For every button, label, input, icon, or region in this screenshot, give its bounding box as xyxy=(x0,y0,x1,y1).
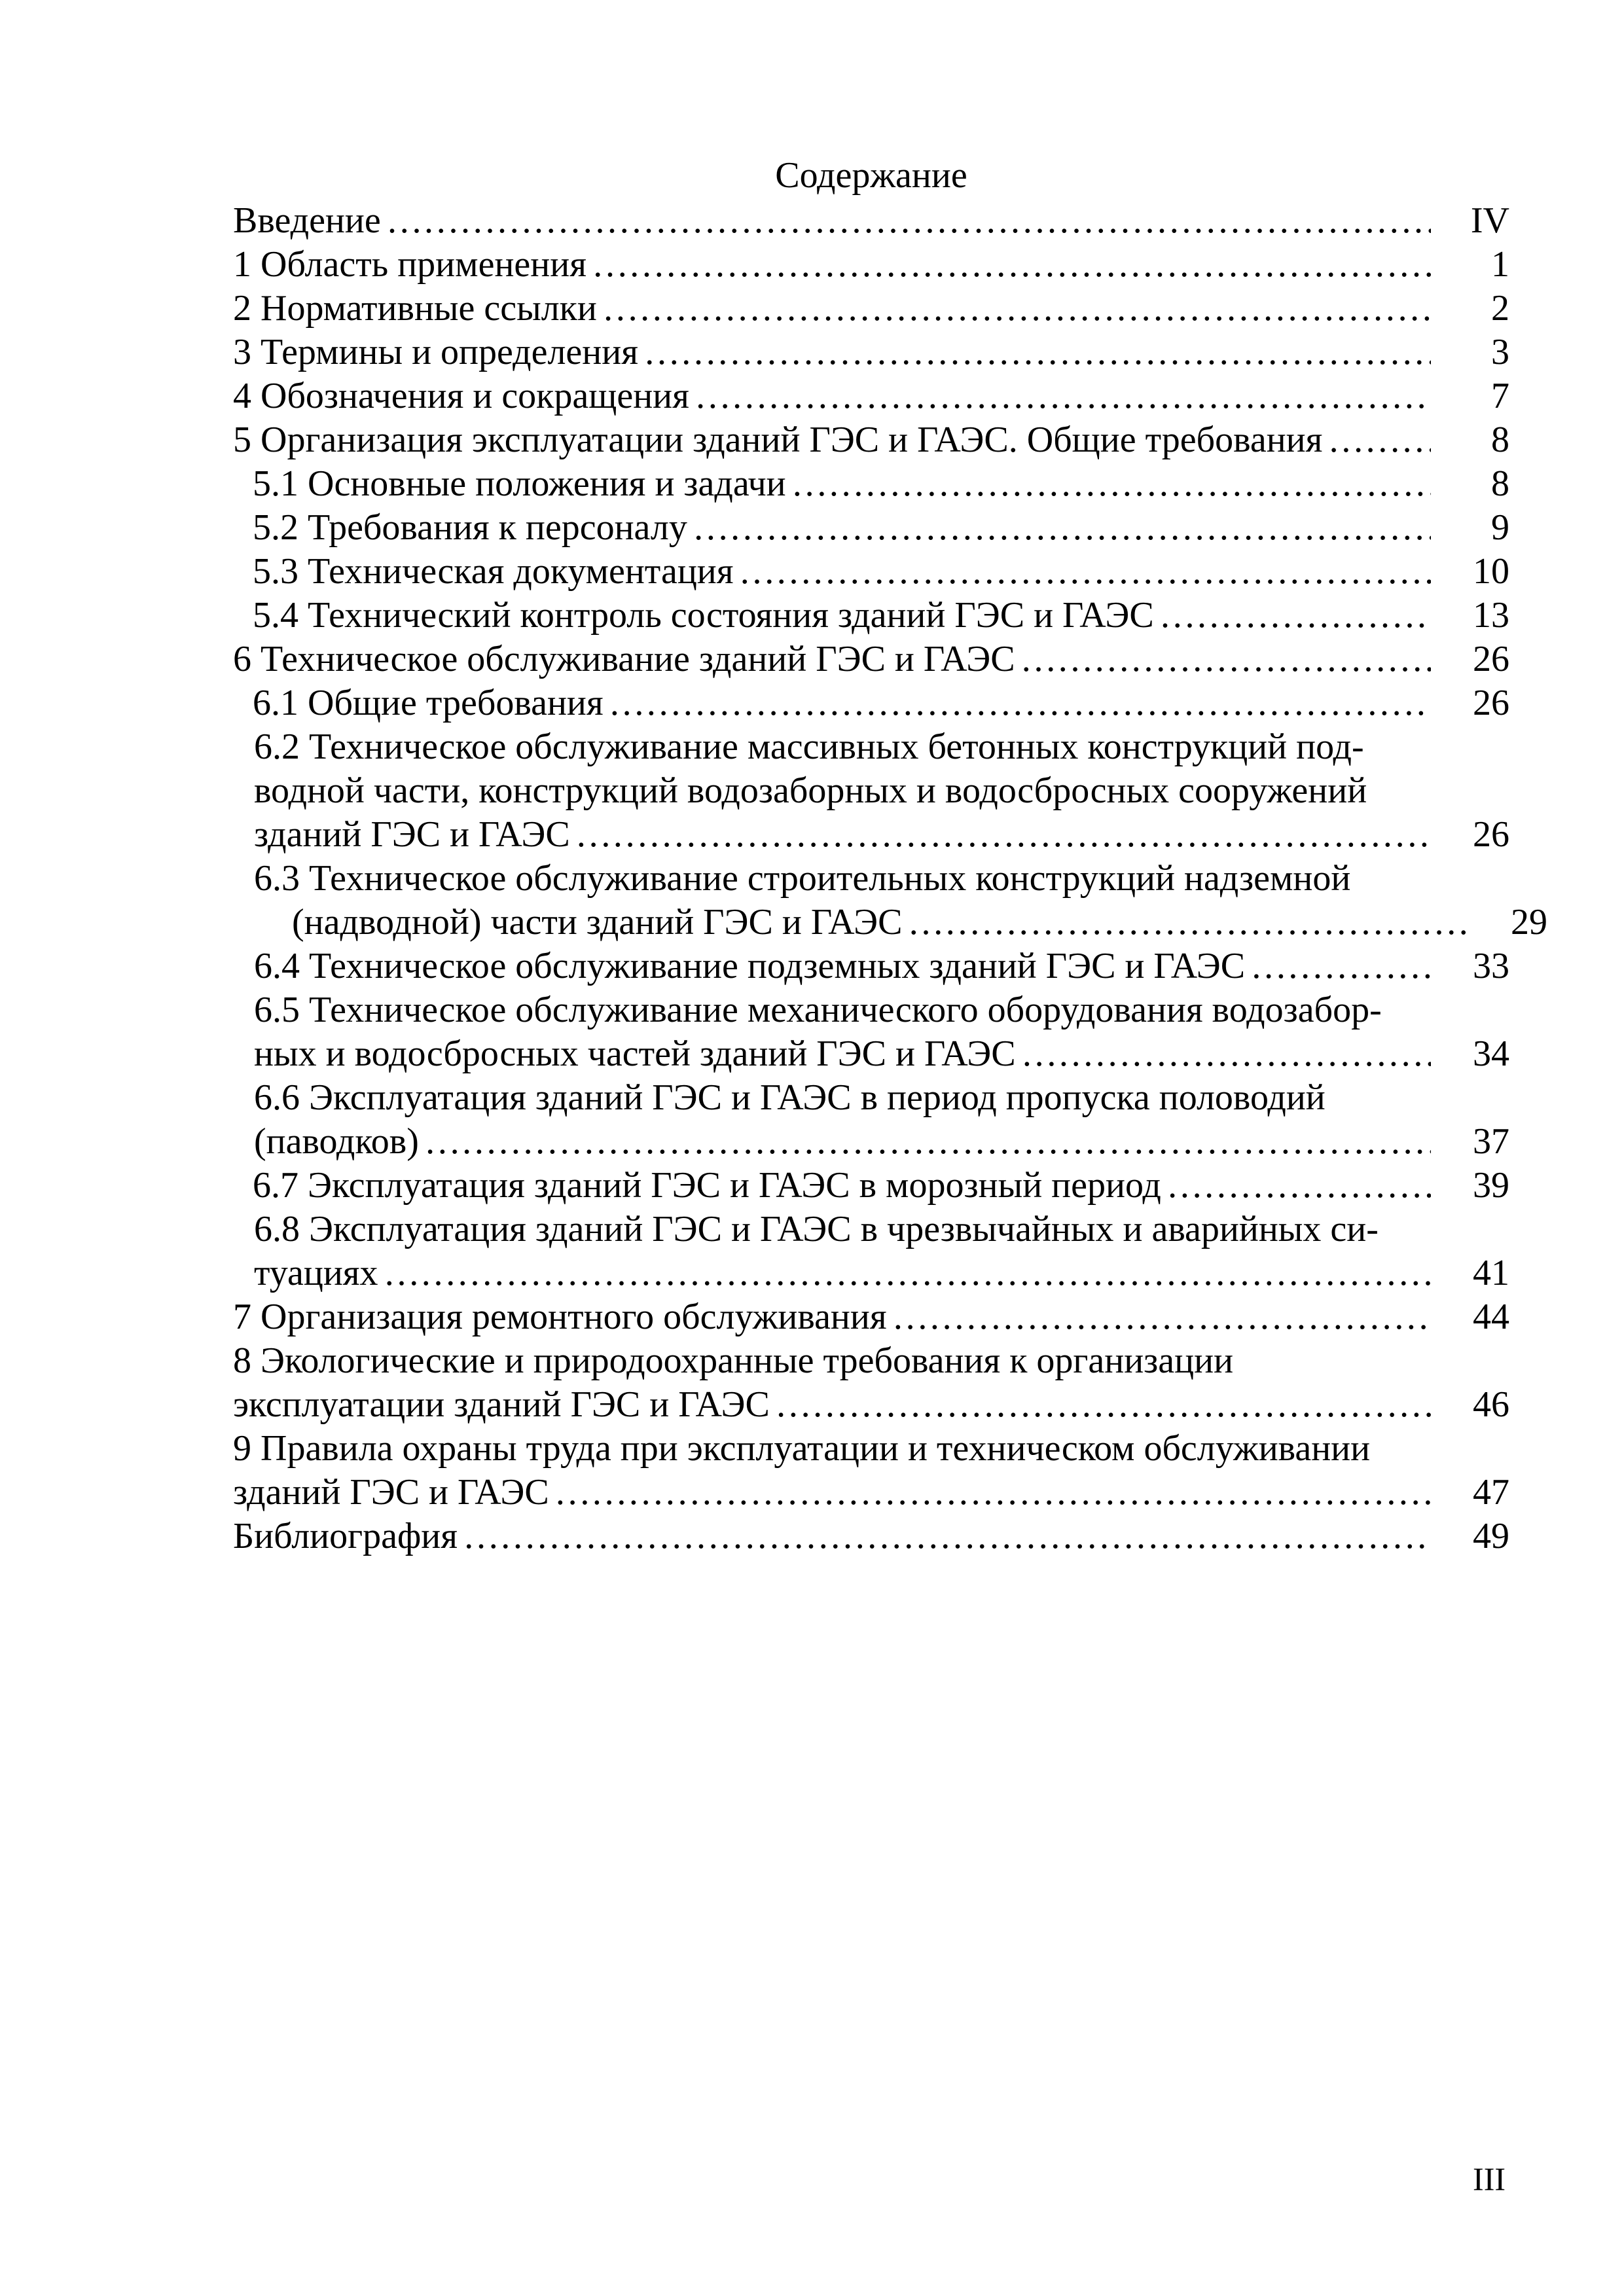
toc-entry-label: 5.2 Требования к персоналу xyxy=(253,507,687,548)
toc-entry-page: 47 xyxy=(1473,1472,1509,1513)
toc-entry-5-2[interactable] xyxy=(233,506,1509,550)
toc-entry-page: 46 xyxy=(1473,1384,1509,1425)
toc-entry-line: 6.3 Техническое обслуживание строительных конструкций надземной xyxy=(254,858,1351,899)
toc-entry-6-1[interactable] xyxy=(233,681,1509,725)
toc-entry-page: 29 xyxy=(1511,902,1547,942)
toc-entry-label: 6.4 Техническое обслуживание подземных зданий ГЭС и ГАЭС xyxy=(254,946,1246,986)
toc-entry-label: 4 Обозначения и сокращения xyxy=(233,376,689,416)
toc-entry-line: 6.6 Эксплуатация зданий ГЭС и ГАЭС в период пропуска половодий xyxy=(254,1077,1326,1118)
toc-entry-label: зданий ГЭС и ГАЭС xyxy=(233,1472,549,1513)
toc-entry-label: 5.3 Техническая документация xyxy=(253,551,734,592)
toc-entry-label: туациях xyxy=(254,1253,378,1293)
toc-entry-label: 5.4 Технический контроль состояния зданий ГЭС и ГАЭС xyxy=(253,595,1154,636)
toc-entry-6-4[interactable] xyxy=(233,944,1509,988)
toc-entry-5-3[interactable] xyxy=(233,550,1509,594)
toc-entry-page: 33 xyxy=(1473,946,1509,986)
dot-leader xyxy=(554,1471,1431,1515)
toc-entry-8[interactable] xyxy=(233,1339,1509,1427)
dot-leader xyxy=(1327,418,1431,462)
toc-entry-label: 1 Область применения xyxy=(233,244,586,285)
toc-entry-label: 6.7 Эксплуатация зданий ГЭС и ГАЭС в морозный период xyxy=(253,1165,1161,1206)
toc-entry-label: 6.1 Общие требования xyxy=(253,683,604,723)
dot-leader xyxy=(791,462,1431,506)
dot-leader xyxy=(695,374,1431,418)
dot-leader xyxy=(384,1251,1431,1295)
toc-entry-page: 2 xyxy=(1491,288,1509,329)
dot-leader xyxy=(1166,1164,1431,1208)
toc-entry-introduction[interactable] xyxy=(233,199,1509,243)
toc-entry-5-4[interactable] xyxy=(233,594,1509,637)
dot-leader xyxy=(775,1383,1431,1427)
toc-entry-page: 26 xyxy=(1473,814,1509,855)
toc-entry-page: 26 xyxy=(1473,683,1509,723)
toc-entry-line: водной части, конструкций водозаборных и водосбросных сооружений xyxy=(254,770,1367,811)
toc-entry-page: 26 xyxy=(1473,639,1509,679)
toc-entry-label: (надводной) части зданий ГЭС и ГАЭС xyxy=(292,902,903,942)
page-number: III xyxy=(1473,2161,1506,2197)
toc-entry-label: 5.1 Основные положения и задачи xyxy=(253,463,786,504)
toc-entry-9[interactable] xyxy=(233,1427,1509,1515)
dot-leader xyxy=(575,813,1431,857)
dot-leader xyxy=(592,243,1431,287)
toc-entry-6-3[interactable] xyxy=(233,857,1547,944)
dot-leader xyxy=(739,550,1431,594)
toc-entry-line: 6.8 Эксплуатация зданий ГЭС и ГАЭС в чрезвычайных и аварийных си- xyxy=(254,1209,1379,1249)
dot-leader xyxy=(1250,944,1431,988)
dot-leader xyxy=(386,199,1431,243)
dot-leader xyxy=(1021,1032,1431,1076)
toc-entry-6-5[interactable] xyxy=(233,988,1509,1076)
toc-entry-label: 3 Термины и определения xyxy=(233,332,638,372)
toc-entry-6-6[interactable] xyxy=(233,1076,1509,1164)
toc-entry-bibliography[interactable] xyxy=(233,1515,1509,1558)
toc-title: Содержание xyxy=(775,155,967,196)
toc-entry-page: 13 xyxy=(1473,595,1509,636)
dot-leader xyxy=(463,1515,1431,1558)
table-of-contents xyxy=(233,199,1547,1558)
dot-leader xyxy=(609,681,1431,725)
dot-leader xyxy=(693,506,1431,550)
toc-entry-page: 8 xyxy=(1491,420,1509,460)
toc-entry-label: 5 Организация эксплуатации зданий ГЭС и ГАЭС. Общие требования xyxy=(233,420,1323,460)
dot-leader xyxy=(602,287,1431,331)
toc-entry-label: 7 Организация ремонтного обслуживания xyxy=(233,1297,887,1337)
toc-entry-3[interactable] xyxy=(233,331,1509,374)
toc-entry-line: 9 Правила охраны труда при эксплуатации и техническом обслуживании xyxy=(233,1428,1371,1469)
dot-leader xyxy=(907,901,1469,944)
toc-entry-label: ных и водосбросных частей зданий ГЭС и ГАЭС xyxy=(254,1033,1016,1074)
toc-entry-page: 1 xyxy=(1491,244,1509,285)
toc-entry-page: 10 xyxy=(1473,551,1509,592)
toc-entry-label: эксплуатации зданий ГЭС и ГАЭС xyxy=(233,1384,770,1425)
toc-entry-page: 37 xyxy=(1473,1121,1509,1162)
dot-leader xyxy=(1159,594,1431,637)
toc-entry-1[interactable] xyxy=(233,243,1509,287)
toc-entry-5-1[interactable] xyxy=(233,462,1509,506)
toc-entry-page: 34 xyxy=(1473,1033,1509,1074)
toc-entry-label: зданий ГЭС и ГАЭС xyxy=(254,814,570,855)
toc-entry-6-7[interactable] xyxy=(233,1164,1509,1208)
dot-leader xyxy=(643,331,1431,374)
toc-entry-label: (паводков) xyxy=(254,1121,419,1162)
toc-entry-page: 9 xyxy=(1491,507,1509,548)
toc-entry-label: 6 Техническое обслуживание зданий ГЭС и ГАЭС xyxy=(233,639,1015,679)
toc-entry-6-8[interactable] xyxy=(233,1208,1509,1295)
toc-entry-page: 7 xyxy=(1491,376,1509,416)
toc-entry-page: 8 xyxy=(1491,463,1509,504)
toc-entry-page: 44 xyxy=(1473,1297,1509,1337)
toc-entry-label: Библиография xyxy=(233,1516,458,1556)
toc-entry-6-2[interactable] xyxy=(233,725,1509,857)
toc-entry-page: 39 xyxy=(1473,1165,1509,1206)
toc-entry-line: 6.5 Техническое обслуживание механического оборудования водозабор- xyxy=(254,990,1382,1030)
toc-entry-4[interactable] xyxy=(233,374,1509,418)
toc-entry-5[interactable] xyxy=(233,418,1509,462)
toc-entry-line: 6.2 Техническое обслуживание массивных бетонных конструкций под- xyxy=(254,726,1364,767)
toc-entry-page: IV xyxy=(1470,200,1509,241)
toc-entry-page: 3 xyxy=(1491,332,1509,372)
toc-entry-label: 2 Нормативные ссылки xyxy=(233,288,597,329)
dot-leader xyxy=(1020,637,1431,681)
dot-leader xyxy=(424,1120,1431,1164)
toc-entry-7[interactable] xyxy=(233,1295,1509,1339)
toc-entry-page: 49 xyxy=(1473,1516,1509,1556)
toc-entry-label: Введение xyxy=(233,200,381,241)
toc-entry-2[interactable] xyxy=(233,287,1509,331)
toc-entry-line: 8 Экологические и природоохранные требования к организации xyxy=(233,1340,1234,1381)
toc-entry-page: 41 xyxy=(1473,1253,1509,1293)
toc-entry-6[interactable] xyxy=(233,637,1509,681)
dot-leader xyxy=(892,1295,1431,1339)
